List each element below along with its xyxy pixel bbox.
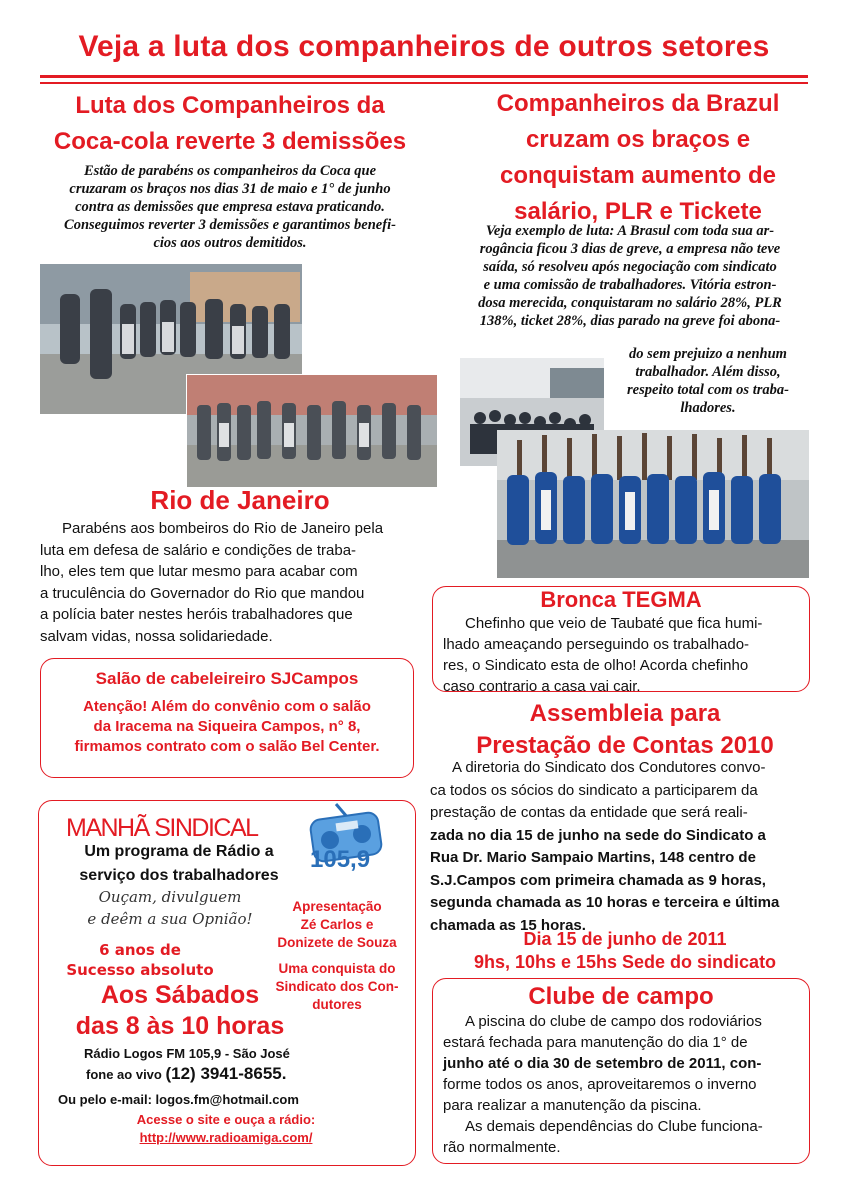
tegma-box: [432, 586, 810, 695]
radio-station: Rádio Logos FM 105,9 - São José: [84, 1046, 290, 1061]
radio-phone: (12) 3941-8655.: [165, 1064, 287, 1083]
clube-line-2: estará fechada para manutenção do dia 1° de: [443, 1034, 748, 1051]
coca-photo-2: [186, 374, 438, 488]
salao-box: [40, 658, 414, 778]
radio-frequency: 105,9: [310, 846, 371, 873]
radio-phone-label: fone ao vivo: [86, 1067, 162, 1082]
brazul-text-cont: do sem prejuizo a nenhum trabalhador. Além disso, respeito total com os traba- lhadores.: [627, 346, 789, 416]
coca-text: Estão de parabéns os companheiros da Coca que cruzaram os braços nos dias 31 de maio e 1° de junho contra as demissões que empresa estava praticando. Conseguimos reverter 3 demissões e garantimos benefi- cios aos outros demitidos.: [64, 163, 396, 251]
rio-title: Rio de Janeiro: [150, 485, 330, 515]
clube-title: Clube de campo: [528, 983, 714, 1010]
clube-box: [432, 978, 810, 1164]
page-title: Veja a luta dos companheiros de outros setores: [78, 30, 770, 63]
radio-url-link[interactable]: http://www.radioamiga.com/: [139, 1130, 313, 1145]
assembleia-highlight: Dia 15 de junho de 2011 9hs, 10hs e 15hs Sede do sindicato: [473, 929, 777, 972]
assembleia-title: Assembleia para Prestação de Contas 2010: [476, 700, 774, 759]
radio-presenters: Apresentação Zé Carlos e Donizete de Souza: [277, 899, 397, 950]
rio-text: Parabéns aos bombeiros do Rio de Janeiro pela luta em defesa de salário e condições de traba- lho, eles tem que lutar mesmo para acabar com a truculência do Governador do Rio que mandou a polícia bater nestes heróis trabalhadores que salvam vidas, nossa solidariedade.: [40, 520, 384, 645]
radio-success: 6 anos de Sucesso absoluto: [66, 941, 214, 979]
coca-title: Luta dos Companheiros da Coca-cola reverte 3 demissões: [53, 92, 407, 155]
brazul-title: Companheiros da Brazul cruzam os braços e conquistam aumento de salário, PLR e Tickete: [496, 90, 780, 225]
assembleia-text: A diretoria do Sindicato dos Condutores convo- ca todos os sócios do sindicato a participarem da prestação de contas da entidade que será reali- zada no dia 15 de junho na sede do Sindicato a Rua Dr. Mario Sampaio Martins, 148 centro de S.J.Campos com primeira chamada as 9 horas, segunda chamada as 10 horas e terceira e última chamada as 15 horas.: [430, 759, 780, 934]
brazul-text: Veja exemplo de luta: A Brasul com toda sua ar- rogância ficou 3 dias de greve, a empresa não teve saída, só resolveu após negociação com sindicato e uma comissão de trabalhadores. Vitória estron- dosa merecida, conquistaram no salário 28%, PLR 138%, ticket 28%, dias parado na greve foi abona-: [478, 223, 782, 329]
radio-email: Ou pelo e-mail: logos.fm@hotmail.com: [58, 1092, 299, 1107]
radio-site-cta: Acesse o site e ouça a rádio:: [136, 1112, 316, 1127]
brazul-photo-2: [497, 430, 809, 578]
salao-text: Atenção! Além do convênio com o salão da Iracema na Siqueira Campos, n° 8, firmamos contrato com o salão Bel Center.: [74, 698, 380, 755]
tegma-text: Chefinho que veio de Taubaté que fica humi- lhado ameaçando perseguindo os trabalhado- res, o Sindicato esta de olho! Acorda chefinho caso contrario a casa vai cair.: [443, 615, 763, 695]
radio-brand: MANHÃ SINDICAL: [66, 814, 258, 842]
salao-title: Salão de cabeleireiro SJCampos: [95, 669, 359, 688]
tegma-title: Bronca TEGMA: [540, 587, 702, 612]
radio-program: Um programa de Rádio a serviço dos trabalhadores: [79, 843, 279, 884]
radio-conquest: Uma conquista do Sindicato dos Con- dutores: [275, 961, 399, 1012]
radio-phone-row: [86, 1064, 286, 1084]
radio-site: [40, 1111, 412, 1147]
title-divider: [40, 75, 808, 78]
title-divider-2: [40, 82, 808, 84]
clube-text: A piscina do clube de campo dos rodoviários estará fechada para manutenção do dia 1° de junho até o dia 30 de setembro de 2011, con- forme todos os anos, aproveitaremos o inverno para realizar a manutenção da piscina. As demais dependências do Clube funciona- rão normalmente.: [433, 1011, 809, 1158]
radio-schedule: Aos Sábados das 8 às 10 horas: [75, 981, 285, 1040]
radio-handwritten: Ouçam, divulguem e deêm a sua Opnião!: [87, 888, 253, 928]
